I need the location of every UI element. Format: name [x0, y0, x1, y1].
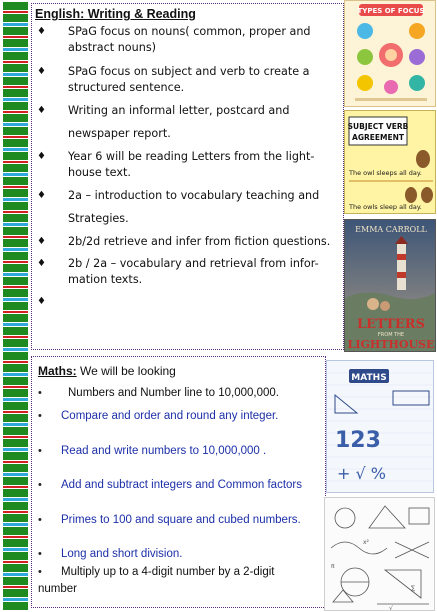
bullet-icon: •: [38, 387, 42, 399]
strip-segment: [3, 473, 28, 476]
strip-segment: [3, 327, 28, 335]
strip-segment: [3, 377, 28, 385]
types-of-focus-image: [344, 0, 436, 107]
strip-segment: [3, 86, 28, 88]
strip-segment: [3, 111, 28, 113]
list-item: ♦ 2b / 2a – vocabulary and retrieval from infor- mation texts.: [37, 257, 319, 286]
strip-segment: [3, 2, 28, 10]
svg-text:LIGHTHOUSE: LIGHTHOUSE: [347, 338, 435, 351]
strip-segment: [3, 127, 28, 135]
bullet-icon: •: [38, 566, 42, 578]
strip-segment: [3, 389, 28, 397]
list-item: • Numbers and Number line to 10,000,000.: [38, 387, 279, 399]
strip-segment: [3, 264, 28, 272]
list-item: ♦ Year 6 will be reading Letters from the light- house text.: [37, 150, 315, 179]
svg-text:The owl sleeps all day.: The owl sleeps all day.: [349, 169, 422, 177]
strip-segment: [3, 464, 28, 472]
svg-text:∑: ∑: [411, 585, 416, 592]
strip-segment: [3, 202, 28, 210]
strip-segment: [3, 486, 28, 488]
list-item: • Multiply up to a 4-digit number by a 2-digit: [38, 566, 275, 578]
strip-segment: [3, 439, 28, 447]
english-list: [32, 24, 337, 310]
strip-segment: [3, 273, 28, 276]
strip-segment: [3, 77, 28, 85]
strip-segment: [3, 227, 28, 235]
strip-segment: [3, 386, 28, 388]
strip-segment: [3, 336, 28, 338]
strip-segment: [3, 52, 28, 60]
strip-segment: [3, 89, 28, 97]
diamond-bullet-icon: ♦: [37, 26, 46, 37]
svg-text:EMMA CARROLL: EMMA CARROLL: [355, 225, 427, 234]
strip-segment: [3, 402, 28, 410]
strip-segment: [3, 348, 28, 351]
strip-segment: [3, 514, 28, 522]
letters-from-the-lighthouse-book-cover: [344, 219, 436, 352]
strip-segment: [3, 14, 28, 22]
bullet-icon: •: [38, 410, 42, 422]
strip-segment: [3, 602, 28, 610]
strip-segment: [3, 252, 28, 260]
strip-segment: [3, 286, 28, 288]
list-item: • Read and write numbers to 10,000,000 .: [38, 445, 267, 457]
svg-text:x²: x²: [363, 539, 369, 546]
strip-segment: [3, 236, 28, 238]
list-item: • Primes to 100 and square and cubed numbers.: [38, 514, 301, 526]
strip-segment: [3, 364, 28, 372]
strip-segment: [3, 477, 28, 485]
english-section: [31, 3, 344, 350]
maths-section: [31, 356, 326, 608]
strip-segment: [3, 161, 28, 163]
list-item: ♦ 2a – introduction to vocabulary teaching and: [37, 189, 320, 202]
strip-segment: [3, 436, 28, 438]
strip-segment: [3, 23, 28, 26]
strip-segment: [3, 498, 28, 501]
strip-segment: [3, 152, 28, 160]
strip-segment: [3, 373, 28, 376]
diamond-bullet-icon: ♦: [37, 258, 46, 269]
maths-heading: Maths: We will be looking: [38, 364, 176, 378]
list-item: [32, 294, 337, 310]
strip-segment: [3, 277, 28, 285]
strip-segment: [3, 48, 28, 51]
strip-segment: [3, 323, 28, 326]
strip-segment: [3, 27, 28, 35]
strip-segment: [3, 561, 28, 563]
strip-segment: [3, 452, 28, 460]
strip-segment: [3, 177, 28, 185]
bullet-icon: •: [38, 479, 42, 491]
strip-segment: [3, 414, 28, 422]
strip-segment: [3, 64, 28, 72]
strip-segment: [3, 423, 28, 426]
strip-segment: [3, 123, 28, 126]
strip-segment: [3, 502, 28, 510]
strip-segment: [3, 539, 28, 547]
diamond-bullet-icon: ♦: [37, 296, 46, 307]
svg-text:123: 123: [335, 428, 381, 453]
strip-segment: [3, 398, 28, 401]
strip-segment: [3, 36, 28, 38]
strip-segment: [3, 586, 28, 588]
strip-segment: [3, 548, 28, 551]
strip-segment: [3, 136, 28, 138]
strip-segment: [3, 573, 28, 576]
strip-segment: [3, 489, 28, 497]
svg-text:√: √: [389, 605, 393, 611]
list-item: • Long and short division.: [38, 548, 183, 560]
strip-segment: [3, 73, 28, 76]
strip-segment: [3, 186, 28, 188]
strip-segment: [3, 211, 28, 213]
strip-segment: [3, 148, 28, 151]
strip-segment: [3, 298, 28, 301]
strip-segment: [3, 139, 28, 147]
bullet-icon: •: [38, 445, 42, 457]
subject-verb-agreement-image: [344, 110, 436, 214]
strip-segment: [3, 361, 28, 363]
list-item: number: [38, 583, 77, 595]
focus-title: TYPES OF FOCUS: [357, 7, 425, 15]
strip-segment: [3, 598, 28, 601]
strip-segment: [3, 589, 28, 597]
strip-segment: [3, 311, 28, 313]
strip-segment: [3, 223, 28, 226]
strip-segment: [3, 164, 28, 172]
svg-text:+ √ %: + √ %: [337, 464, 386, 483]
svg-text:FROM THE: FROM THE: [377, 332, 405, 338]
strip-segment: [3, 248, 28, 251]
strip-segment: [3, 461, 28, 463]
strip-segment: [3, 339, 28, 347]
diamond-bullet-icon: ♦: [37, 66, 46, 77]
strip-segment: [3, 261, 28, 263]
list-item: ♦ 2b/2d retrieve and infer from fiction questions.: [37, 235, 331, 248]
strip-segment: [3, 448, 28, 451]
strip-segment: [3, 11, 28, 13]
list-item: • Add and subtract integers and Common factors: [38, 479, 302, 491]
strip-segment: [3, 527, 28, 535]
bullet-icon: •: [38, 514, 42, 526]
list-item: ♦ Writing an informal letter, postcard and: [37, 104, 290, 117]
strip-segment: [3, 536, 28, 538]
strip-segment: [3, 61, 28, 63]
strip-segment: [3, 114, 28, 122]
svg-text:MATHS: MATHS: [351, 373, 387, 383]
svg-text:The owls sleep all day.: The owls sleep all day.: [349, 203, 422, 211]
strip-segment: [3, 102, 28, 110]
maths-doodle-image: [326, 360, 434, 493]
strip-segment: [3, 239, 28, 247]
strip-segment: [3, 173, 28, 176]
list-item: ♦ SPaG focus on subject and verb to create a structured sentence.: [37, 65, 310, 94]
strip-segment: [3, 314, 28, 322]
strip-segment: [3, 189, 28, 197]
diamond-bullet-icon: ♦: [37, 151, 46, 162]
svg-text:LETTERS: LETTERS: [356, 317, 426, 332]
strip-segment: [3, 552, 28, 560]
strip-segment: [3, 411, 28, 413]
strip-segment: [3, 214, 28, 222]
list-item: newspaper report.: [68, 127, 171, 140]
svg-text:π: π: [331, 563, 335, 570]
diamond-bullet-icon: ♦: [37, 236, 46, 247]
list-item: ♦ SPaG focus on nouns( common, proper and abstract nouns): [37, 25, 311, 54]
strip-segment: [3, 39, 28, 47]
svg-text:SUBJECT VERB: SUBJECT VERB: [347, 122, 409, 131]
list-item: • Compare and order and round any integer.: [38, 410, 279, 422]
english-heading: English: Writing & Reading: [35, 7, 196, 21]
list-item: Strategies.: [68, 212, 129, 225]
strip-segment: [3, 302, 28, 310]
math-sketch-doodle-image: [324, 497, 435, 611]
diamond-bullet-icon: ♦: [37, 105, 46, 116]
strip-segment: [3, 98, 28, 101]
strip-segment: [3, 198, 28, 201]
strip-segment: [3, 577, 28, 585]
strip-segment: [3, 511, 28, 513]
strip-segment: [3, 523, 28, 526]
decorative-border-strip: [0, 0, 30, 612]
strip-segment: [3, 427, 28, 435]
strip-segment: [3, 564, 28, 572]
bullet-icon: •: [38, 548, 42, 560]
diamond-bullet-icon: ♦: [37, 190, 46, 201]
svg-text:AGREEMENT: AGREEMENT: [352, 133, 404, 142]
strip-segment: [3, 352, 28, 360]
strip-segment: [3, 289, 28, 297]
